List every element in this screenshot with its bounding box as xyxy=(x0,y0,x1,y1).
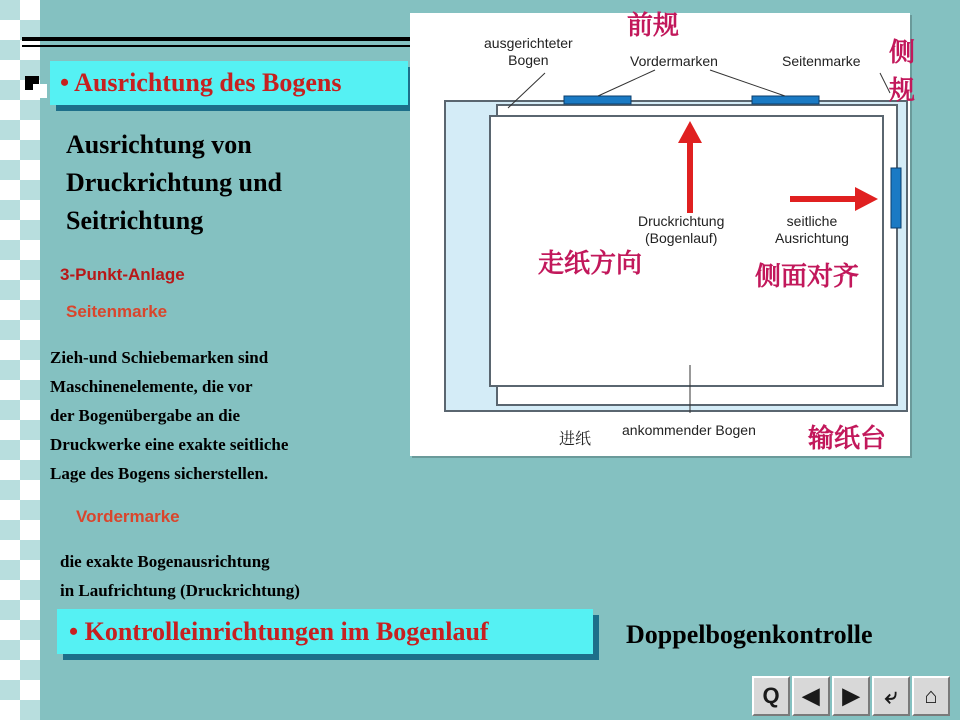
front-lays-label: Vordermarken xyxy=(630,53,718,69)
description-line: Druckwerke eine exakte seitliche xyxy=(50,435,289,454)
top-rule-thick xyxy=(22,37,412,41)
description-line: Zieh-und Schiebemarken sind xyxy=(50,348,269,367)
feed-table-chinese-label: 输纸台 xyxy=(808,424,887,454)
description-line: Lage des Bogens sicherstellen. xyxy=(50,464,269,483)
print-direction-label: Druckrichtung (Bogenlauf) xyxy=(638,213,725,246)
doppelbogen-label: Doppelbogenkontrolle xyxy=(626,620,873,649)
home-icon[interactable]: ⌂ xyxy=(912,676,950,716)
checkered-side-strip xyxy=(0,0,40,720)
sheet-alignment-diagram xyxy=(410,13,910,456)
slide-title-box xyxy=(50,61,408,105)
description-paragraph xyxy=(50,343,288,488)
slide-title: • Ausrichtung des Bogens xyxy=(60,68,342,97)
top-rule-thin xyxy=(22,45,412,47)
front-lay-right xyxy=(752,96,819,104)
heading: Ausrichtung von Druckrichtung und Seitrichtung xyxy=(66,130,282,235)
seitenmarke-label: Seitenmarke xyxy=(66,302,168,321)
vordermarke-paragraph xyxy=(60,547,300,605)
three-point-label: 3-Punkt-Anlage xyxy=(60,265,185,284)
side-lay-chinese-label: 侧 规 xyxy=(889,38,916,106)
navigation-bar xyxy=(752,676,950,716)
vordermarke-line: in Laufrichtung (Druckrichtung) xyxy=(60,581,300,600)
feed-chinese-label: 进纸 xyxy=(559,429,592,448)
section-box xyxy=(57,609,593,654)
leader-front-left xyxy=(598,70,655,96)
section-title: • Kontrolleinrichtungen im Bogenlauf xyxy=(69,617,489,646)
side-lay xyxy=(891,168,901,228)
next-slide-icon[interactable]: ▶ xyxy=(832,676,870,716)
previous-slide-icon[interactable]: ◀ xyxy=(792,676,830,716)
description-line: Maschinenelemente, die vor xyxy=(50,377,253,396)
vordermarke-label: Vordermarke xyxy=(76,507,180,526)
aligned-sheet-label: ausgerichteter Bogen xyxy=(484,35,573,68)
quit-button[interactable]: Q xyxy=(752,676,790,716)
leader-front-right xyxy=(710,70,785,96)
side-align-chinese-label: 侧面对齐 xyxy=(755,262,860,292)
paper-direction-chinese-label: 走纸方向 xyxy=(538,249,643,279)
side-lay-label: Seitenmarke xyxy=(782,53,861,69)
incoming-sheet-label: ankommender Bogen xyxy=(622,422,756,438)
front-lay-chinese-label: 前规 xyxy=(627,11,680,41)
description-line: der Bogenübergabe an die xyxy=(50,406,241,425)
vordermarke-line: die exakte Bogenausrichtung xyxy=(60,552,270,571)
return-icon[interactable]: ⤶ xyxy=(872,676,910,716)
bullet-square-light xyxy=(33,84,47,98)
side-alignment-label: seitliche Ausrichtung xyxy=(775,213,849,246)
front-lay-left xyxy=(564,96,631,104)
